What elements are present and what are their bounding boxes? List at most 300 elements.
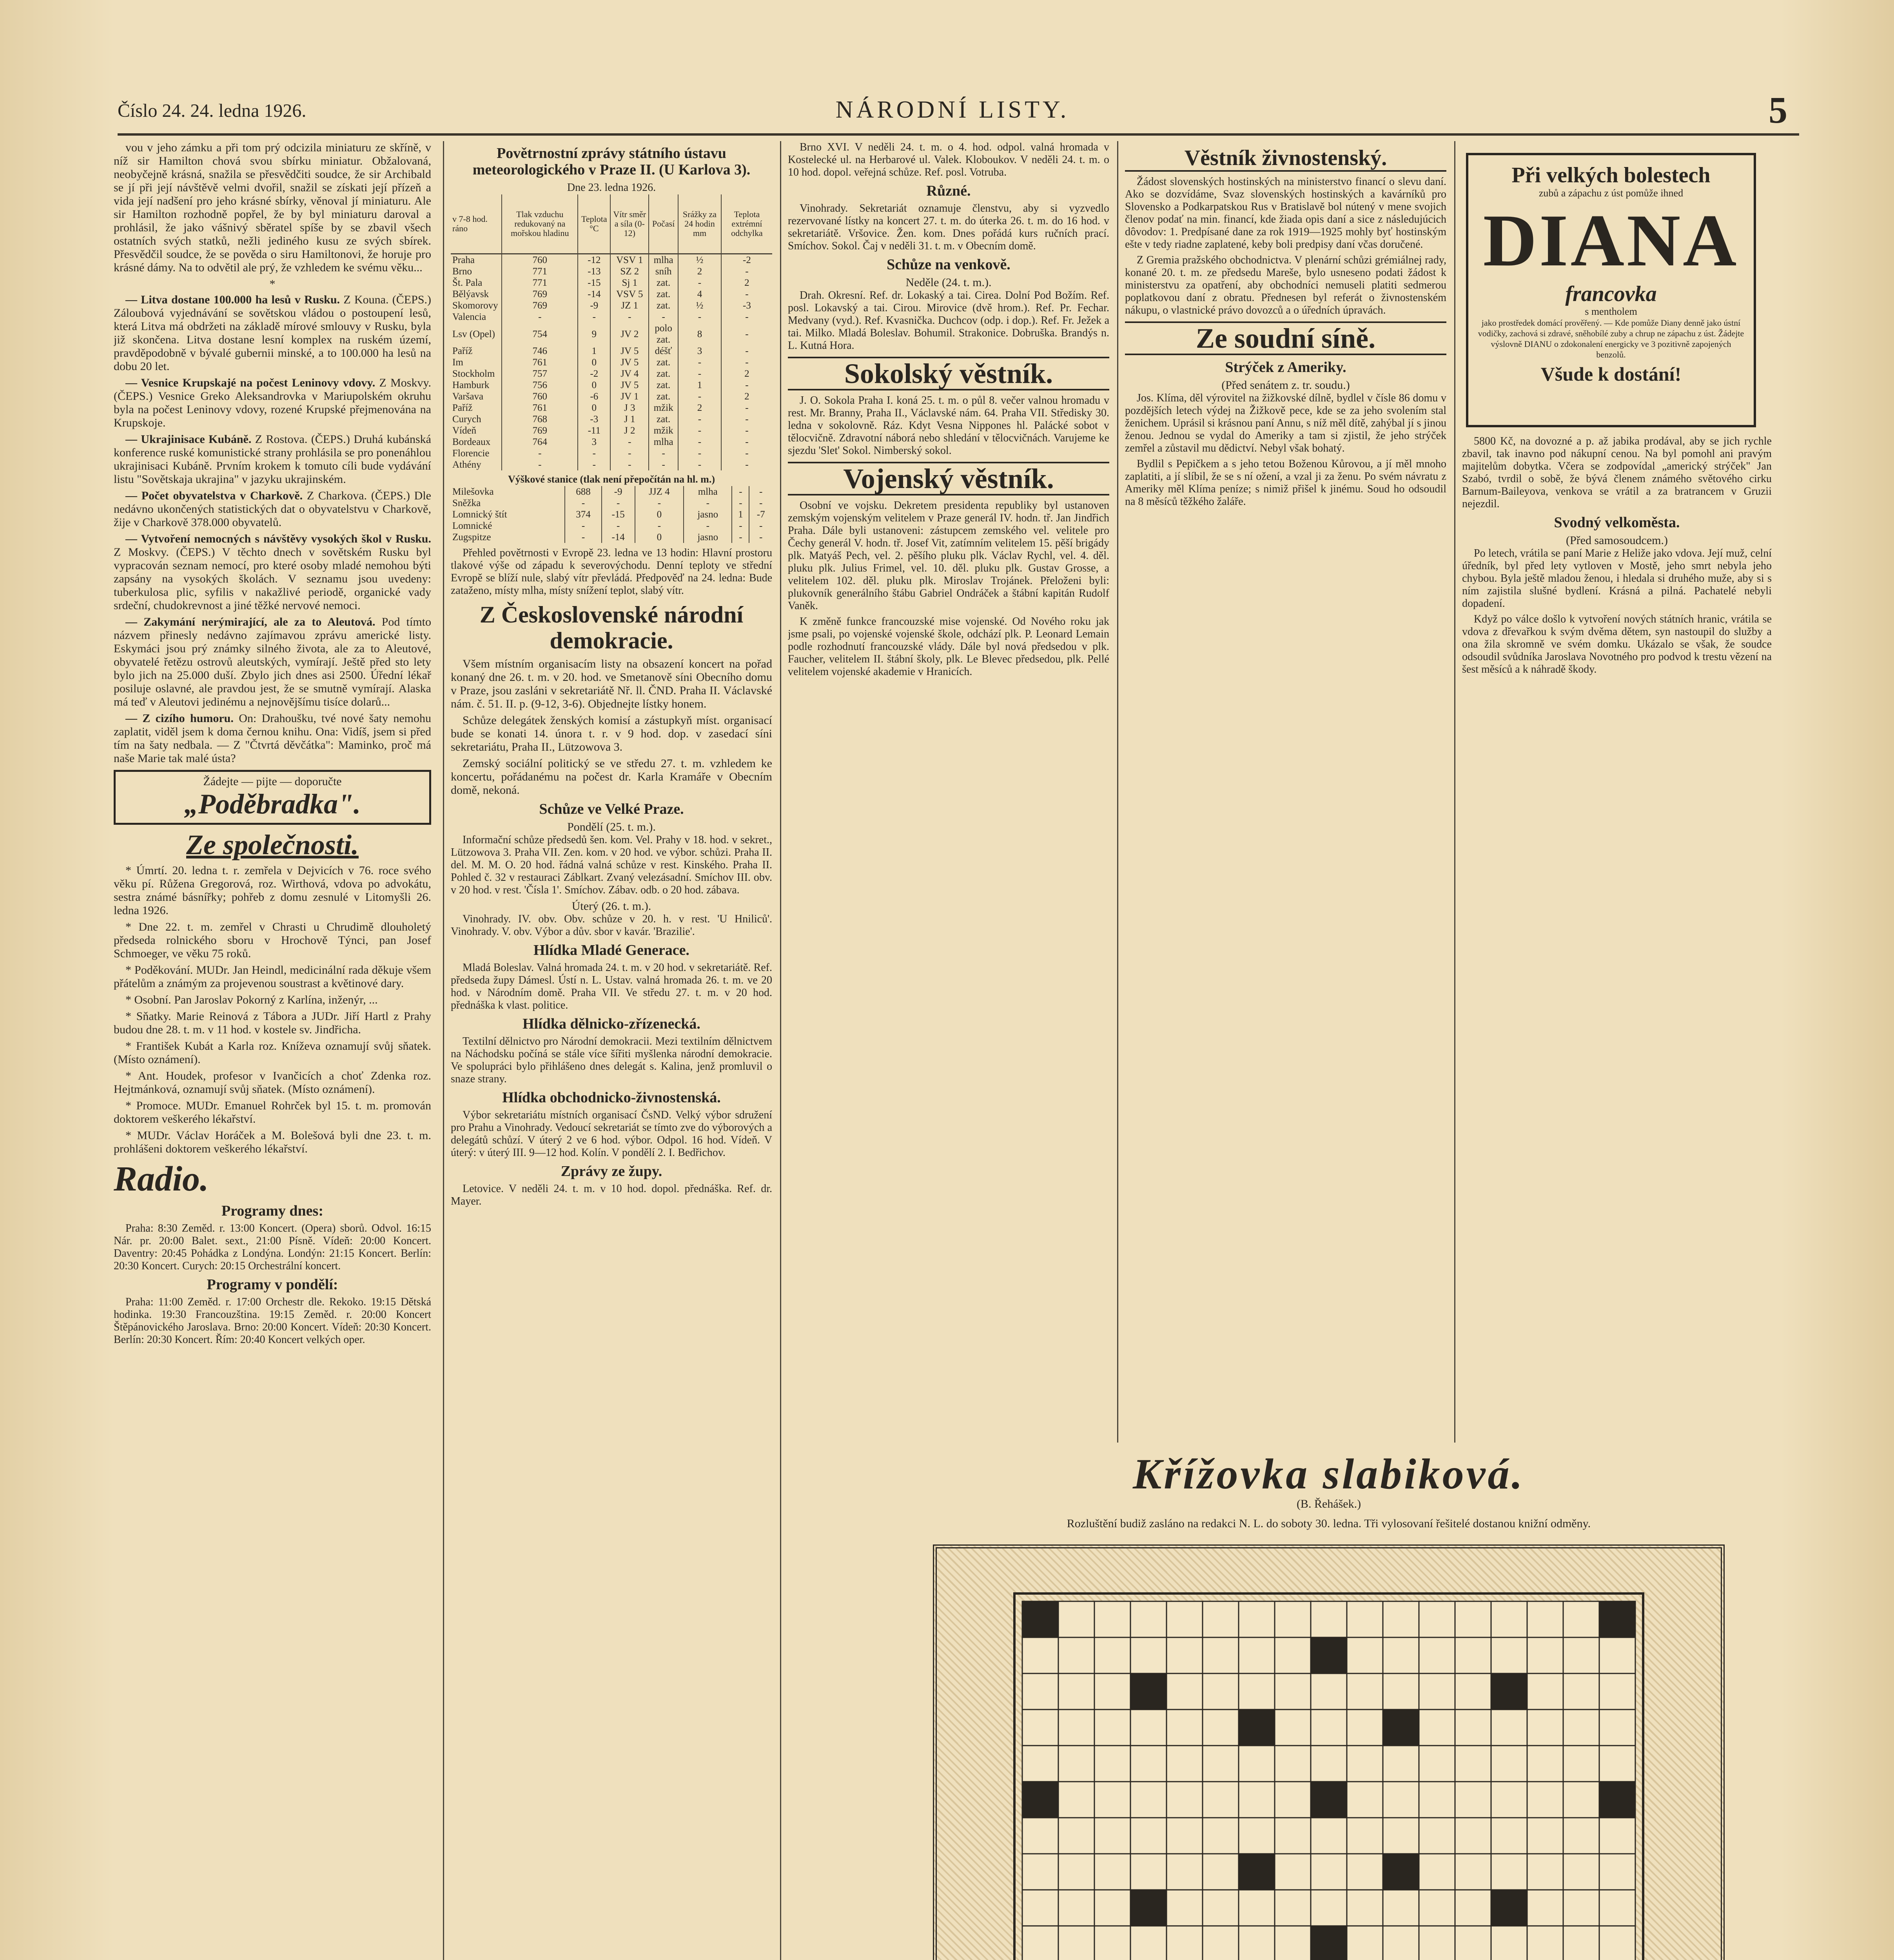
society-item: * Sňatky. Marie Reinová z Tábora a JUDr. Jiří Hartl z Prahy budou dne 28. t. m. v 11 hod. v kostele sv. Jindřicha. [114,1010,431,1036]
weather-cell: - [678,277,721,289]
news-item: — Litva dostane 100.000 ha lesů v Rusku. Z Kouna. (ČEPS.) Záloubová vyjednávání se sovětskou vládou o postoupení lesů, která Litva má obdržeti na základě mírové smlouvy v Rusku, byla již skončena. Litva dostane lesní komplex na ruském území, pravděpodobně v bývalé gubernii minské, a to 100.000 ha lesů na dobu 20 let. [114,293,431,373]
crossword-cell [1347,1854,1383,1890]
crossword-cell [1347,1710,1383,1746]
crossword-cell [1022,1926,1058,1960]
weather-row [451,497,772,509]
crossword-cell [1311,1746,1347,1782]
weather-row [451,379,772,391]
weather-cell: 0 [635,509,684,520]
section-title-radio: Radio. [114,1160,209,1198]
crossword-block [1311,1926,1347,1960]
weather-cell: - [578,311,610,323]
crossword-cell [1491,1818,1527,1854]
party-paragraph: Všem místním organisacím listy na obsazení koncert na pořad konaný dne 26. t. m. v 20. hod. ve Smetanově síni Obecního domu v Praze, jsou zasláni v sekretariátě Nř. ll. ČND. Praha II. Václavské nám. č. 51. II. p. (9-12, 3-6). Objednejte lístky honem. [451,657,772,710]
country-meetings-title: Schůze na venkově. [887,256,1010,273]
crossword-cell [1094,1818,1130,1854]
crossword-cell [1419,1637,1455,1673]
crossword-cell [1383,1673,1419,1710]
weather-cell: 2 [721,391,772,402]
weather-row [451,448,772,459]
society-item: * MUDr. Václav Horáček a M. Bolešová byli dne 23. t. m. prohlášeni doktorem veškerého lékařství. [114,1129,431,1155]
seducer-subtitle: (Před samosoudcem.) [1566,534,1668,547]
weather-cell: Stockholm [452,368,495,379]
news-item: — Vesnice Krupskajé na počest Leninovy vdovy. Z Moskvy. (ČEPS.) Vesnice Greko Aleksandrovka v Mariupolském okruhu byla na počest Leninovy vdovy, rozené Krupské přejmenována na Krupskoje. [114,376,431,429]
weather-cell: - [649,448,678,459]
weather-cell: zat. [649,300,678,311]
crossword-cell [1563,1710,1599,1746]
crossword-cell [1275,1890,1311,1926]
weather-cell: - [649,459,678,470]
weather-cell: - [678,448,721,459]
crossword-block [1239,1854,1275,1890]
crossword-cell [1599,1673,1635,1710]
weather-cell: - [649,311,678,323]
crossword-block [1491,1673,1527,1710]
crossword-cell [1130,1818,1167,1854]
crossword-cell [1419,1890,1455,1926]
crossword-block [1022,1601,1058,1637]
crossword-cell [1203,1890,1239,1926]
weather-cell: JV 5 [610,357,649,368]
crossword-grid [933,1544,1725,1960]
crossword-cell [1275,1782,1311,1818]
crossword-cell [1203,1601,1239,1637]
header-rule [118,133,1799,136]
weather-cell: Hamburk [452,380,490,390]
weather-cell: - [684,497,732,509]
podebradka-ad: Žádejte — pijte — doporučte „Poděbradka". [114,770,431,825]
weather-cell: 0 [578,357,610,368]
county-news-title: Zprávy ze župy. [561,1163,662,1180]
crossword-grid-drawing [937,1548,1721,1960]
weather-cell: zat. [649,277,678,289]
weather-cell: - [732,532,749,543]
weather-cell: - [678,425,721,436]
crossword-cell [1383,1637,1419,1673]
crossword-cell [1022,1746,1058,1782]
weather-cell: -9 [578,300,610,311]
crossword-cell [1455,1854,1491,1890]
crossword-block [1022,1782,1058,1818]
weather-cell: Athény [452,459,481,470]
weather-column-header: Počasí [649,194,678,254]
weather-cell: - [721,436,772,448]
weather-cell: 9 [578,323,610,345]
weather-cell: ½ [678,300,721,311]
weather-column-header: Teplota °C [578,194,610,254]
news-item: — Vytvoření nemocných s návštěvy vysokých škol v Rusku. Z Moskvy. (ČEPS.) V těchto dnech v sovětském Rusku byl vypracován seznam nemocí, pro které osoby mladé nemohou býti zapsány na vysokých školách. V seznamu jsou uvedeny: tuberkulosa plic, syfilis v nakažlivé periodě, organické vady srdeční, chudokrevnost a jiné těžké nervové nemoci. [114,532,431,612]
crossword-cell [1527,1601,1563,1637]
weather-cell: -11 [578,425,610,436]
newspaper-title: NÁRODNÍ LISTY. [835,96,1070,123]
weather-cell: - [732,520,749,532]
weather-cell: polo zat. [649,323,678,345]
weather-cell: - [565,497,601,509]
crossword-cell [1383,1926,1419,1960]
weather-cell: 769 [502,300,578,311]
page-header [118,84,1787,131]
crossword-cell [1203,1782,1239,1818]
meetings-title: Schůze ve Velké Praze. [539,801,684,817]
weather-row [451,425,772,436]
crossword-cell [1130,1746,1167,1782]
weather-cell: zat. [649,368,678,379]
weather-cell: Florencie [452,448,490,459]
weather-cell: Paříž [452,403,473,413]
crossword-cell [1347,1890,1383,1926]
weather-cell: - [721,379,772,391]
weather-cell: déšť [649,345,678,357]
crossword-cell [1527,1637,1563,1673]
crossword-block [1383,1710,1419,1746]
generation-text: Mladá Boleslav. Valná hromada 24. t. m. v 20 hod. v sekretariátě. Ref. předseda župy Dámesl. Ústí n. L. Ustav. valná hromada 26. t. m. ve 20 hod. v Národním domě. Praha VII. Ve středu 27. t. m. v 20 hod. přednáška k vlast. politice. [451,962,772,1011]
radio-subtitle-monday: Programy v pondělí: [207,1276,338,1293]
weather-cell: -14 [578,289,610,300]
section-title-sokol: Sokolský věstník. [788,357,1109,390]
crossword-cell [1527,1818,1563,1854]
weather-cell: - [678,311,721,323]
crossword-cell [1383,1601,1419,1637]
crossword-cell [1275,1854,1311,1890]
weather-cell: -15 [602,509,635,520]
society-item: * Promoce. MUDr. Emanuel Rohrček byl 15. t. m. promován doktorem veškerého lékařství. [114,1099,431,1125]
crossword-cell [1599,1818,1635,1854]
crossword-cell [1527,1926,1563,1960]
weather-column-header: v 7-8 hod. ráno [451,194,502,254]
crossword-cell [1491,1926,1527,1960]
party-paragraph: Zemský sociální politický se ve středu 27. t. m. vzhledem ke koncertu, pořádanému na počest dr. Karla Kramáře v Obecním domě, nekoná. [451,757,772,797]
crossword-cell [1419,1854,1455,1890]
weather-cell: -3 [721,300,772,311]
crossword-cell [1311,1601,1347,1637]
crossword-cell [1527,1710,1563,1746]
crossword-cell [1311,1710,1347,1746]
crossword-cell [1347,1746,1383,1782]
crossword-cell [1275,1710,1311,1746]
crossword-cell [1455,1601,1491,1637]
weather-cell: - [635,520,684,532]
meetings-day: Pondělí (25. t. m.). [567,820,656,833]
crossword-cell [1239,1782,1275,1818]
crossword-cell [1491,1637,1527,1673]
crossword-cell [1563,1854,1599,1890]
weather-cell: -13 [578,266,610,277]
weather-cell: sníh [649,266,678,277]
crossword-cell [1167,1710,1203,1746]
crossword-cell [1094,1926,1130,1960]
crossword-cell [1563,1782,1599,1818]
court-text: Jos. Klíma, děl výrovitel na žižkovské dílně, bydlel v čísle 86 domu v pozdějších letech výdej na Žižkově pece, kde se za jeho svolením stal ženichem. Uprásil si krásnou paní Annu, s níž měl dítě, zahýbal jí s jinou ženou. Jednou se vydal do Ameriky a tam si zjistil, že jeho strýček zemřel a zůstavil mu dědictví. Nebyl však bohatý. [1125,392,1446,454]
crossword-cell [1058,1854,1094,1890]
meetings-day: Úterý (26. t. m.). [571,900,651,913]
weather-row [451,357,772,368]
workers-title: Hlídka dělnicko-zřízenecká. [522,1016,700,1032]
crossword-cell [1239,1673,1275,1710]
weather-cell: - [721,266,772,277]
weather-cell: -14 [602,532,635,543]
news-item: — Počet obyvatelstva v Charkově. Z Charkova. (ČEPS.) Dle nedávno ukončených statistických dat o obyvatelstvu v Charkově, žije v Charkově 378.000 obyvatelů. [114,489,431,529]
crossword-cell [1022,1890,1058,1926]
crossword-cell [1311,1854,1347,1890]
crossword-cell [1130,1854,1167,1890]
weather-row [451,402,772,414]
weather-cell: 3 [578,436,610,448]
weather-cell: - [565,532,601,543]
crossword-cell [1347,1782,1383,1818]
weather-cell: Valencia [452,312,486,322]
weather-cell: J 2 [610,425,649,436]
weather-row [451,391,772,402]
court-continued-text: 5800 Kč, na dovozné a p. až jabika prodával, aby se jich rychle zbavil, tak inavno pod nákupní cenou. Na byl pomohl ani pravým majitelům dobytka. Včera se zodpovídal „americký strýček" Jan Szabó, tvrdil o sobě, že bývá členem známého světového cirku Barnum-Baileyova, venkova se vrátil a za bratrancem v Gruzii nejezdil. [1462,435,1772,510]
weather-cell: 3 [678,345,721,357]
weather-cell: - [721,289,772,300]
court-story-title: Strýček z Ameriky. [1225,359,1346,376]
crossword-cell [1563,1673,1599,1710]
crossword-cell [1167,1926,1203,1960]
weather-cell: Lomnický štít [452,509,507,520]
crossword-cell [1455,1818,1491,1854]
weather-column-header: Vítr směr a síla (0-12) [610,194,649,254]
weather-cell: - [610,448,649,459]
weather-row [451,414,772,425]
weather-cell: 8 [678,323,721,345]
crossword-cell [1203,1746,1239,1782]
weather-cell: - [602,520,635,532]
crossword-cell [1203,1854,1239,1890]
crossword-cell [1455,1782,1491,1818]
court-story-subtitle: (Před senátem z. tr. soudu.) [1221,379,1350,392]
seducer-text: Po letech, vrátila se paní Marie z Heliže jako vdova. Její muž, celní úředník, byl před lety vytloven v Mostě, jeho smrt nebyla jeho chybou. Byla ještě mladou ženou, i hledala si druhého muže, aby si s ním zajistila slušné bydlení. Krásná a pilná. Pachatelé nebyli dopadení. [1462,547,1772,610]
weather-cell: 769 [502,425,578,436]
weather-cell: JV 2 [610,323,649,345]
trade-text: Z Gremia pražského obchodnictva. V plenární schůzi grémiálnej rady, konané 20. t. m. ze předsedu Mareše, bylo usneseno podati žádost k ministerstvu za opatření, aby obchodníci nemuseli platiti sedmerou poplatkovou daní z obratu. Přednesen byl referát o živnostenském nákupu, o vlastnické právo dovozců a o úředních úpravách. [1125,254,1446,316]
crossword-cell [1130,1926,1167,1960]
weather-cell: - [721,459,772,470]
weather-row [451,289,772,300]
weather-cell: 0 [635,532,684,543]
country-meetings-day: Neděle (24. t. m.). [905,276,992,289]
weather-row [451,368,772,379]
crossword-cell [1311,1890,1347,1926]
crossword-cell [1022,1710,1058,1746]
crossword-cell [1239,1926,1275,1960]
weather-overview: Přehled povětrnosti v Evropě 23. ledna ve 13 hodin: Hlavní prostoru tlakové výše od západu k severovýchodu. Denní teploty ve střední Evropě se blíží nule, slabý vítr převládá. Předpověď na 24. ledna: Bude zataženo, místy mlha, místy snížení teplot, slabý vítr. [451,547,772,597]
crossword-cell [1058,1637,1094,1673]
crossword-cell [1599,1890,1635,1926]
crossword-cell [1058,1710,1094,1746]
weather-cell: - [678,436,721,448]
crossword-cell [1455,1746,1491,1782]
crossword-cell [1383,1890,1419,1926]
weather-cell: 771 [502,266,578,277]
crossword-block [1239,1710,1275,1746]
crossword-cell [1491,1710,1527,1746]
crossword-cell [1094,1673,1130,1710]
column-divider [443,141,444,1960]
weather-mountain-subtitle: Výškové stanice (tlak není přepočítán na hl. m.) [508,474,715,485]
crossword-cell [1347,1601,1383,1637]
crossword-block [1311,1637,1347,1673]
crossword-title: Křížovka slabiková. [1132,1450,1525,1498]
section-title-party: Z Československé národní demokracie. [479,602,744,653]
crossword-cell [1239,1601,1275,1637]
crossword-cell [1275,1818,1311,1854]
weather-cell: - [678,357,721,368]
radio-program-monday: Praha: 11:00 Zeměd. r. 17:00 Orchestr dle. Rekoko. 19:15 Dětská hodinka. 19:30 Francouzština. 19:15 Zeměd. r. 20:00 Koncert Štěpánovického Jaroslava. Brno: 20:00 Koncert. Vídeň: 20:30 Koncert. Berlín: 20:30 Koncert. Řím: 20:40 Koncert velkých oper. [114,1296,431,1346]
weather-cell: - [684,520,732,532]
weather-cell: 2 [721,277,772,289]
crossword-cell [1419,1673,1455,1710]
weather-cell: JV 5 [610,379,649,391]
weather-cell: Varšava [452,391,484,402]
crossword-block [1311,1782,1347,1818]
crossword-cell [1094,1890,1130,1926]
crossword-puzzle [862,1517,1795,1960]
crossword-cell [1094,1854,1130,1890]
weather-cell: 761 [502,402,578,414]
crossword-cell [1563,1818,1599,1854]
crossword-header [862,1450,1795,1510]
weather-cell: - [502,311,578,323]
weather-cell: mžik [649,402,678,414]
section-title-court: Ze soudní síně. [1125,321,1446,355]
weather-cell: -2 [578,368,610,379]
weather-row [451,311,772,323]
crossword-cell [1491,1746,1527,1782]
weather-cell: 769 [502,289,578,300]
weather-column-header: Srážky za 24 hodin mm [678,194,721,254]
weather-cell: 761 [502,357,578,368]
weather-cell: 374 [565,509,601,520]
crossword-cell [1130,1637,1167,1673]
weather-cell: Zugspitze [452,532,491,543]
society-item: * Osobní. Pan Jaroslav Pokorný z Karlína, inženýr, ... [125,993,378,1006]
crossword-cell [1599,1854,1635,1890]
weather-cell: - [749,532,772,543]
weather-cell: mlha [649,254,678,266]
country-meetings-text: Drah. Okresní. Ref. dr. Lokaský a tai. Cirea. Dolní Pod Božím. Ref. posl. Lokavský a tai. Cirou. Mirovice (dvě hrom.). Ref. Pr. Fechar. Medvany (vyd.). Ref. Kvasnička. Duchcov (odp. i dop.). Ref. Fr. Ježek a tai. Milko. Mladá Boleslav. Bohumil. Strakonice. Dobruška. Brandýs n. L. Kutná Hora. [788,289,1109,352]
weather-cell: 764 [502,436,578,448]
crossword-cell [1419,1746,1455,1782]
weather-cell: - [610,459,649,470]
section-title-trade: Věstník živnostenský. [1125,146,1446,172]
crossword-cell [1275,1926,1311,1960]
crossword-cell [1203,1818,1239,1854]
weather-cell: 760 [502,254,578,266]
weather-cell: - [721,311,772,323]
crossword-cell [1275,1637,1311,1673]
crossword-cell [1239,1818,1275,1854]
weather-cell: - [602,497,635,509]
crossword-cell [1094,1601,1130,1637]
weather-row [451,323,772,345]
weather-cell: JV 4 [610,368,649,379]
weather-cell: J 1 [610,414,649,425]
crossword-cell [1022,1637,1058,1673]
crossword-cell [1563,1890,1599,1926]
weather-cell: Št. Pala [452,278,483,288]
weather-row [451,532,772,543]
weather-cell: 0 [578,379,610,391]
party-paragraph: Schůze delegátek ženských komisí a zástupkyň míst. organisací bude se konati 14. února t. r. v 9 hod. dop. v zasedací síni sekretariátu, Praha II., Lützowova 3. [451,714,772,753]
radio-program-today: Praha: 8:30 Zeměd. r. 13:00 Koncert. (Opera) sborů. Odvol. 16:15 Nár. pr. 20:00 Balet. sext., 21:00 Písně. Vídeň: 20:00 Koncert. Daventry: 20:45 Pohádka z Londýna. Londýn: 21:15 Koncert. Berlín: 20:30 Koncert. Curych: 20:15 Orchestrální koncert. [114,1222,431,1272]
weather-cell: 2 [678,266,721,277]
crossword-block [1383,1854,1419,1890]
crossword-caption: Rozluštění budiž zasláno na redakci N. L. do soboty 30. ledna. Tři vylosovaní řešitelé dostanou knižní odměny. [1067,1517,1591,1530]
weather-cell: Brno [452,266,472,277]
weather-cell: - [565,520,601,532]
crossword-cell [1455,1673,1491,1710]
crossword-block [1130,1673,1167,1710]
crossword-cell [1275,1673,1311,1710]
weather-cell: - [721,357,772,368]
society-item: * Ant. Houdek, profesor v Ivančicích a choť Zdenka roz. Hejtmánková, oznamují svůj sňatek. (Místo oznámení). [114,1069,431,1096]
weather-cell: 0 [578,402,610,414]
crossword-cell [1599,1746,1635,1782]
crossword-cell [1058,1926,1094,1960]
crossword-block [1599,1782,1635,1818]
crossword-cell [1203,1710,1239,1746]
weather-cell: 746 [502,345,578,357]
weather-cell: - [749,520,772,532]
weather-cell: 757 [502,368,578,379]
crossword-cell [1058,1782,1094,1818]
crossword-cell [1455,1637,1491,1673]
military-text: Osobní ve vojsku. Dekretem presidenta republiky byl ustanoven zemským vojenským velitelem v Praze generál IV. hodn. tř. Jan Jindřich Praha. Dále byli ustanoveni: zástupcem zemského vel. velitele pro Čechy generál V. hodn. tř. Josef Vit, zatímním velitelem 15. pěší brigády plk. Matyáš Pech, vel. 2. pěšího pluku plk. Václav Rychl, vel. 4. děl. pluku plk. Julius Frimel, vel. 10. děl. pluku plk. Gustav Grosse, a velitelem 102. děl. pluku plk. Miroslav Trojánek. Přeloženi byli: plukovník generálního štábu Gabriel Ondráček a štábní kapitán Rudolf Vaněk. [788,499,1109,612]
weather-cell: 754 [502,323,578,345]
weather-mountain-table [451,486,772,543]
crossword-cell [1347,1673,1383,1710]
weather-cell: jasno [684,532,732,543]
weather-row [451,436,772,448]
crossword-cell [1239,1637,1275,1673]
crossword-cell [1491,1854,1527,1890]
society-item: * Poděkování. MUDr. Jan Heindl, medicinální rada děkuje všem přátelům a známým za projevenou soustrast a květinové dary. [114,964,431,990]
weather-row [451,345,772,357]
weather-row [451,509,772,520]
crossword-cell [1419,1601,1455,1637]
weather-cell: -9 [602,486,635,497]
page-number: 5 [1769,89,1787,131]
weather-cell: mlha [684,486,732,497]
crossword-cell [1455,1710,1491,1746]
sokol-text: J. O. Sokola Praha I. koná 25. t. m. o půl 8. večer valnou hromadu v rest. Mr. Branny, Praha II., Václavské nám. 64. Praha VII. Středisky 30. ledna v sokolovně. Ráz. Kdyt Vesna Nippones hl. Palácké sobot v tělocvičně. Zdravotní náborá nebo shledání v tělocvičnách. Varujeme ke sjezdu 'Slet' Sokol. Nimberský sokol. [788,394,1109,457]
weather-cell: - [678,459,721,470]
weather-cell: - [578,459,610,470]
crossword-cell [1058,1601,1094,1637]
weather-cell: 2 [678,402,721,414]
crossword-block [1491,1890,1527,1926]
weather-cell: zat. [649,289,678,300]
weather-cell: - [610,436,649,448]
separator-star: * [269,278,276,290]
weather-table [451,194,772,470]
society-item: * Dne 22. t. m. zemřel v Chrasti u Chrudimě dlouholetý předseda rolnického sboru v Hrochově Týnci, pan Josef Schmoeger, ve věku 75 roků. [114,920,431,960]
weather-cell: - [635,497,684,509]
weather-cell: JJZ 4 [635,486,684,497]
weather-cell: mžik [649,425,678,436]
column-divider [1454,141,1455,1443]
crossword-cell [1347,1926,1383,1960]
crossword-cell [1563,1746,1599,1782]
crossword-cell [1599,1637,1635,1673]
crossword-cell [1527,1854,1563,1890]
news-item: — Zakymání nerýmirající, ale za to Aleutová. Pod tímto názvem přinesly nedávno zajímavou zprávu americké listy. Eskymáci jsou prý známky silného života, ale za to Aleutové, obyvatelé řetězu ostrovů aleutských, vymírají. Ještě před sto lety bylo jich na 25.000 duší. Zbylo jich dnes asi 2500. Úřední lékař posiluje oslavné, ale pravdou jest, že se smutně vymírají. Alaska má teď v Aleutovi jedinému a nejnovějšímu tisíce dolarů... [114,615,431,708]
weather-cell: - [678,368,721,379]
crossword-cell [1094,1782,1130,1818]
weather-cell: Skomorovy [452,300,498,311]
weather-cell: - [721,448,772,459]
